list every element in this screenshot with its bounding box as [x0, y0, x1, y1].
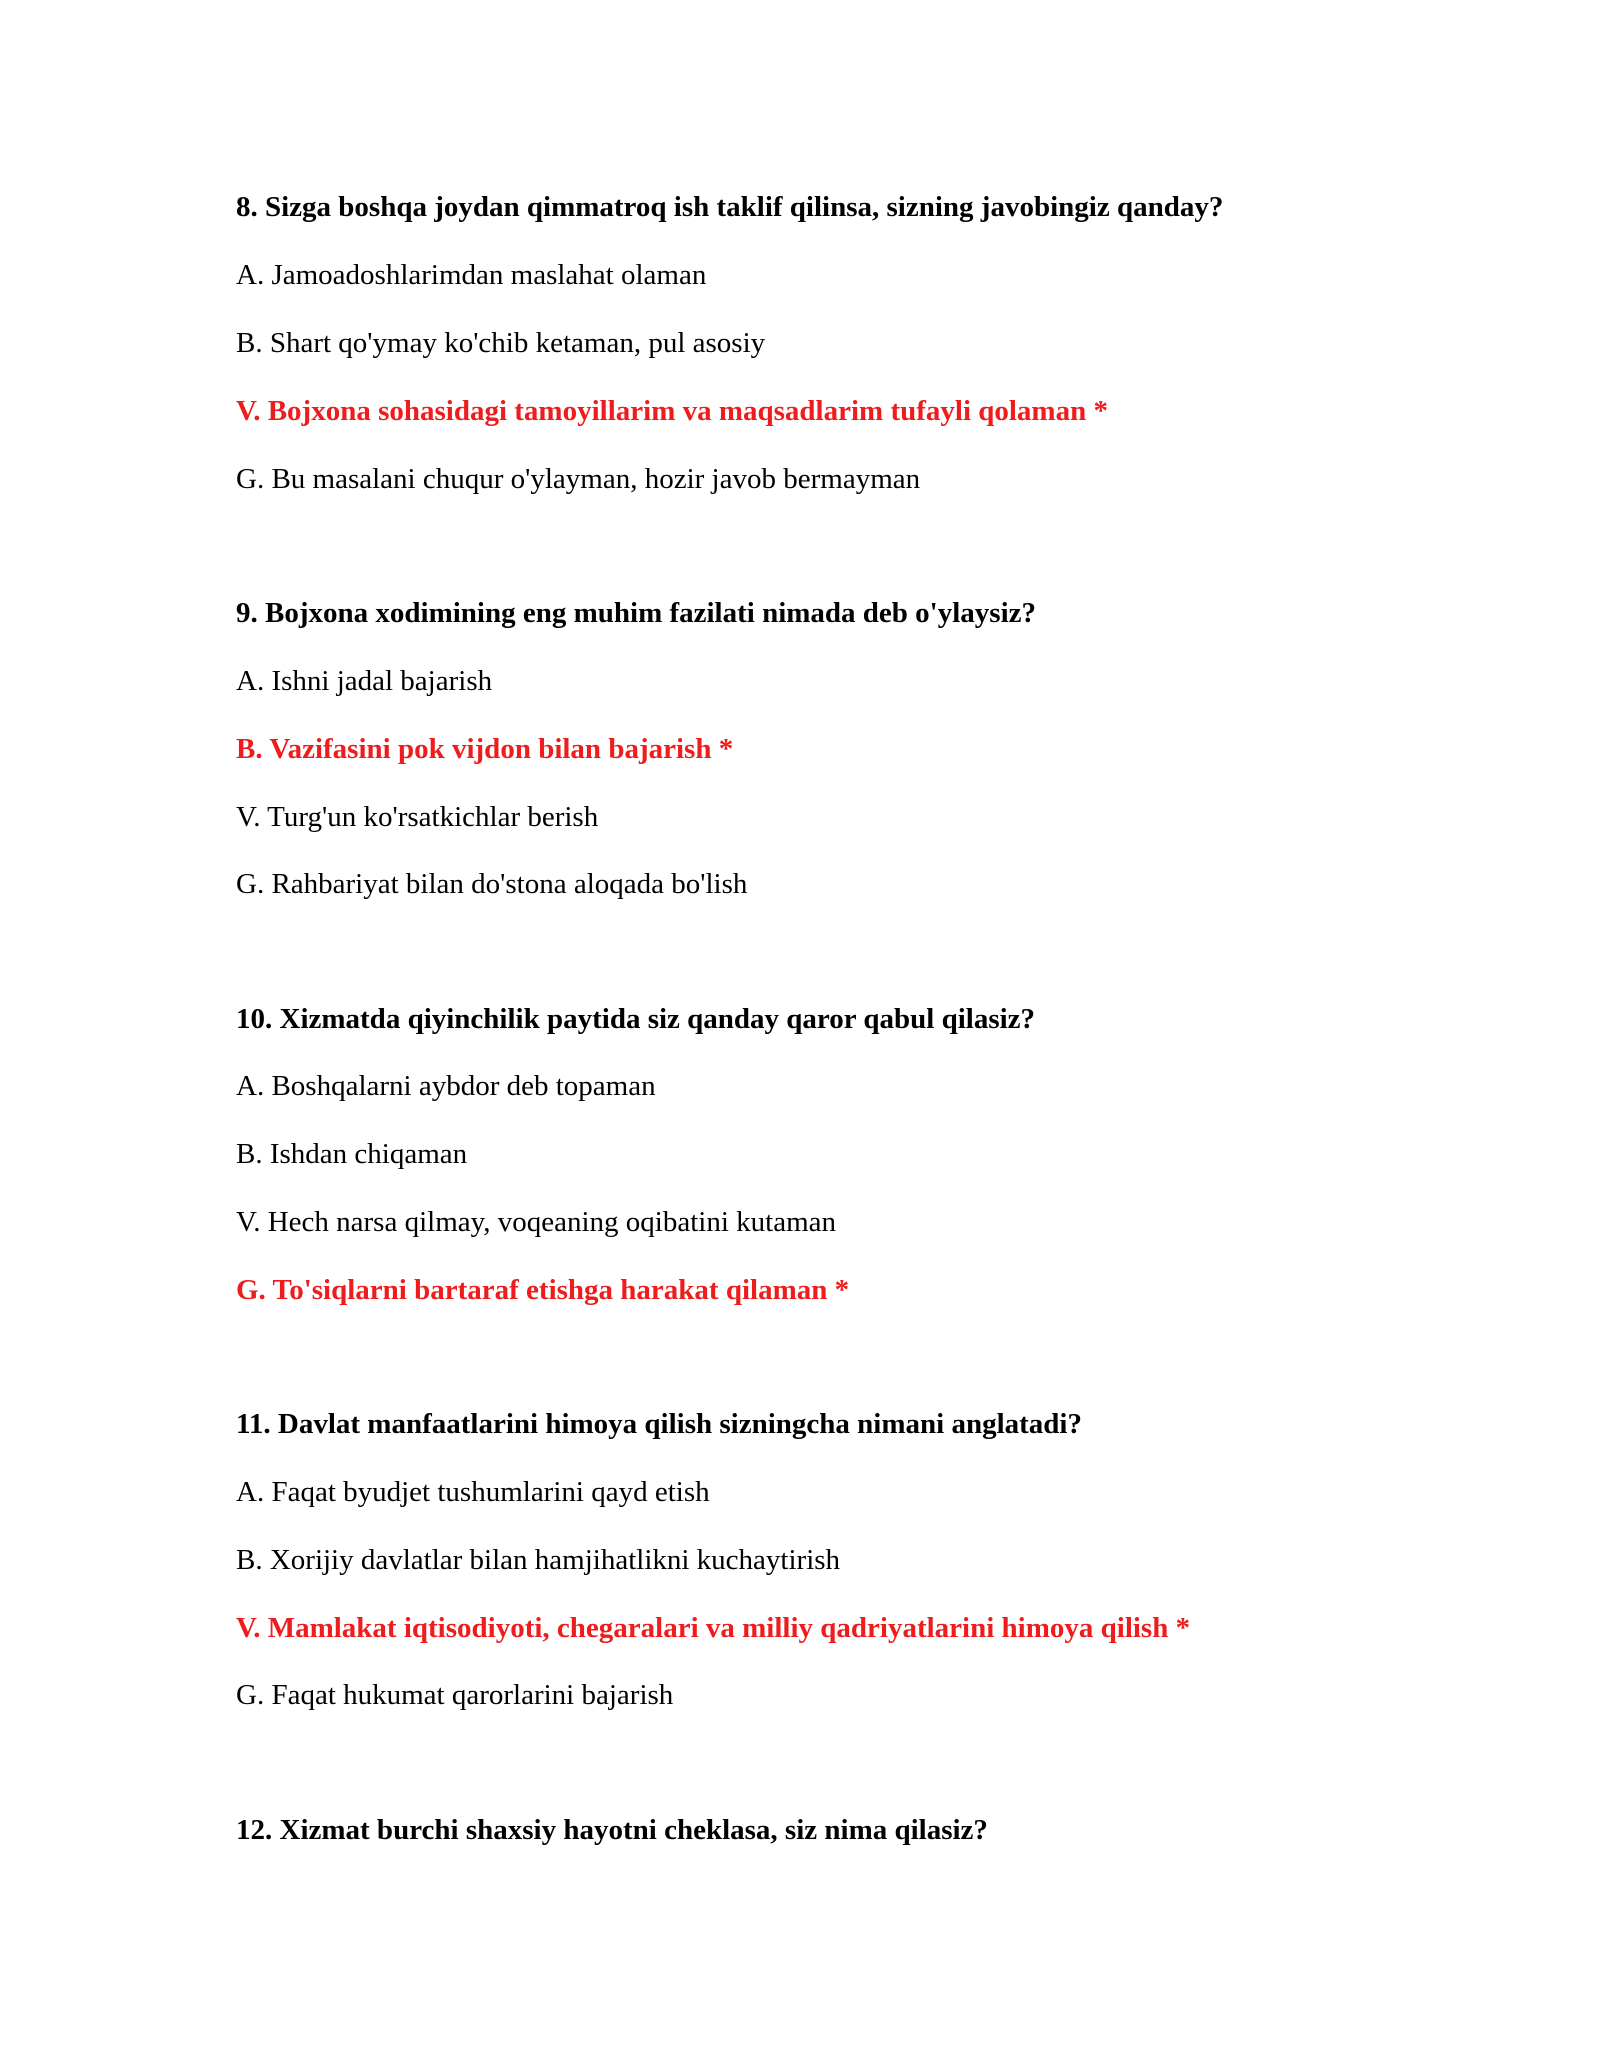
- question-10-option-g-correct: G. To'siqlarni bartaraf etishga harakat qilaman *: [236, 1274, 850, 1306]
- question-12: 12. Xizmat burchi shaxsiy hayotni cheklasa, siz nima qilasiz?: [236, 1814, 988, 1846]
- question-8: 8. Sizga boshqa joydan qimmatroq ish taklif qilinsa, sizning javobingiz qanday?: [236, 191, 1224, 223]
- question-9-option-v: V. Turg'un ko'rsatkichlar berish: [236, 801, 599, 833]
- question-11-option-a: A. Faqat byudjet tushumlarini qayd etish: [236, 1476, 710, 1508]
- question-8-option-v-correct: V. Bojxona sohasidagi tamoyillarim va maqsadlarim tufayli qolaman *: [236, 395, 1108, 427]
- question-8-option-b: B. Shart qo'ymay ko'chib ketaman, pul asosiy: [236, 327, 766, 359]
- question-10-option-v: V. Hech narsa qilmay, voqeaning oqibatini kutaman: [236, 1206, 836, 1238]
- question-10: 10. Xizmatda qiyinchilik paytida siz qanday qaror qabul qilasiz?: [236, 1003, 1036, 1035]
- question-11-option-g: G. Faqat hukumat qarorlarini bajarish: [236, 1679, 674, 1711]
- question-11-option-b: B. Xorijiy davlatlar bilan hamjihatlikni kuchaytirish: [236, 1544, 841, 1576]
- question-8-option-g: G. Bu masalani chuqur o'ylayman, hozir javob bermayman: [236, 463, 921, 495]
- question-9-option-b-correct: B. Vazifasini pok vijdon bilan bajarish *: [236, 733, 734, 765]
- question-10-option-a: A. Boshqalarni aybdor deb topaman: [236, 1070, 656, 1102]
- question-8-option-a: A. Jamoadoshlarimdan maslahat olaman: [236, 259, 707, 291]
- question-9-option-a: A. Ishni jadal bajarish: [236, 665, 493, 697]
- question-11-option-v-correct: V. Mamlakat iqtisodiyoti, chegaralari va milliy qadriyatlarini himoya qilish *: [236, 1612, 1191, 1644]
- question-9: 9. Bojxona xodimining eng muhim fazilati nimada deb o'ylaysiz?: [236, 597, 1037, 629]
- question-10-option-b: B. Ishdan chiqaman: [236, 1138, 468, 1170]
- question-9-option-g: G. Rahbariyat bilan do'stona aloqada bo'lish: [236, 868, 748, 900]
- question-11: 11. Davlat manfaatlarini himoya qilish sizningcha nimani anglatadi?: [236, 1408, 1082, 1440]
